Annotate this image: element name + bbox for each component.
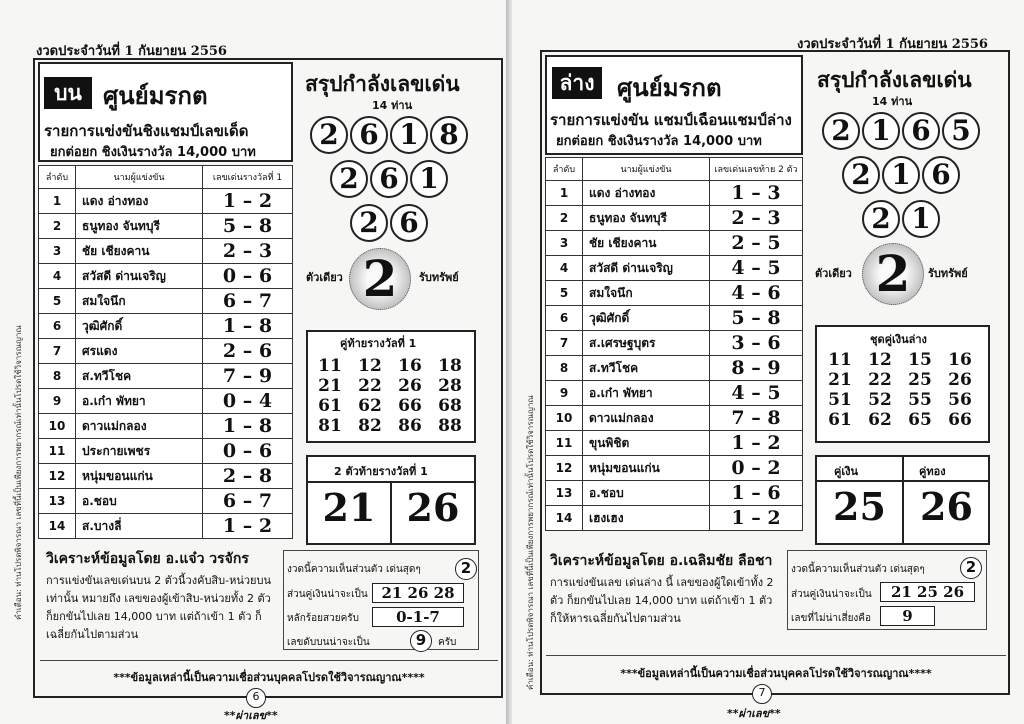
table-row — [546, 431, 803, 456]
pair-number: 56 — [948, 390, 972, 410]
footer-brand: **ผ่าเลข** — [727, 707, 781, 720]
pair-number: 65 — [908, 410, 932, 430]
side-warning-text: คำเตือน: ท่านโปรดพิจารณา เลขที่นี้เป็นเพียงการพยากรณ์เท่านั้นโปรดใช้วิจารณญาณ — [526, 395, 535, 690]
summary-digit-circle: 2 — [822, 112, 860, 150]
name-cell: สวัสดี ด่านเจริญ — [76, 264, 203, 289]
pairs-title: ชุดคู่เงินล่าง — [870, 333, 927, 346]
competition-prize: ยกต่อยก ชิงเงินรางวัล 14,000 บาท — [50, 145, 256, 160]
summary-digit-circle: 1 — [882, 156, 920, 194]
pair-number: 55 — [908, 390, 932, 410]
table-row — [546, 181, 803, 206]
summary-digit-circle: 1 — [862, 112, 900, 150]
pair-number: 61 — [318, 396, 342, 416]
rank-cell: 9 — [546, 381, 583, 406]
summary-digit-circle: 2 — [862, 200, 900, 238]
single-digit: 2 — [349, 248, 411, 310]
competition-title: รายการแข่งขันชิงแชมป์เลขเด็ด — [44, 122, 249, 140]
footer-brand: **ผ่าเลข** — [224, 709, 278, 722]
pair-number: 21 — [318, 376, 342, 396]
analysis-title: วิเคราะห์ข้อมูลโดย อ.เฉลิมชัย ลือชา — [550, 553, 773, 569]
page-number: 6 — [246, 688, 266, 708]
rank-cell: 11 — [39, 439, 76, 464]
pair-number: 68 — [438, 396, 462, 416]
rank-cell: 9 — [39, 389, 76, 414]
opinion-value-3: 9 — [880, 606, 935, 626]
name-cell: ประกายเพชร — [76, 439, 203, 464]
summary-digit-circle: 2 — [842, 156, 880, 194]
pair-number: 11 — [318, 356, 342, 376]
table-row — [546, 406, 803, 431]
col-name: นามผู้แข่งขัน — [583, 158, 710, 181]
table-row — [39, 214, 293, 239]
numbers-cell: 1 – 2 — [203, 189, 293, 214]
table-row — [39, 364, 293, 389]
disclaimer-rule — [40, 660, 498, 661]
rank-cell: 3 — [39, 239, 76, 264]
numbers-cell: 2 – 6 — [203, 339, 293, 364]
pair-number: 82 — [358, 416, 382, 436]
opinion-suffix-4: ครับ — [438, 637, 457, 648]
rank-cell: 13 — [39, 489, 76, 514]
name-cell: ขุนพิชิต — [583, 431, 710, 456]
pair-number: 12 — [358, 356, 382, 376]
grid-row — [820, 370, 980, 390]
summary-digit-circle: 5 — [942, 112, 980, 150]
summary-digit-circle: 6 — [350, 116, 388, 154]
name-cell: อ.เก๋า พัทยา — [76, 389, 203, 414]
single-digit-label: ตัวเดียว — [815, 267, 852, 280]
pair-number: 66 — [398, 396, 422, 416]
pair-number: 22 — [868, 370, 892, 390]
col-numbers: เลขเด่นเลขท้าย 2 ตัว — [710, 158, 803, 181]
rank-cell: 12 — [39, 464, 76, 489]
single-digit-suffix: รับทรัพย์ — [419, 271, 459, 284]
numbers-cell: 1 – 6 — [710, 481, 803, 506]
contestants-table — [545, 157, 803, 531]
name-cell: แดง อ่างทอง — [583, 181, 710, 206]
summary-digit-circle: 1 — [390, 116, 428, 154]
name-cell: สมใจนึก — [76, 289, 203, 314]
table-row — [546, 306, 803, 331]
summary-subtitle: 14 ท่าน — [372, 99, 413, 112]
pair-number: 22 — [358, 376, 382, 396]
table-row — [546, 481, 803, 506]
numbers-cell: 1 – 2 — [710, 431, 803, 456]
numbers-cell: 4 – 6 — [710, 281, 803, 306]
analysis-title: วิเคราะห์ข้อมูลโดย อ.แจ๋ว วรจักร — [46, 551, 249, 567]
name-cell: อ.เก๋า พัทยา — [583, 381, 710, 406]
pair-number: 15 — [908, 350, 932, 370]
single-digit: 2 — [862, 243, 924, 305]
numbers-cell: 0 – 6 — [203, 439, 293, 464]
pair-number: 21 — [828, 370, 852, 390]
contestants-table — [38, 165, 293, 539]
numbers-cell: 3 – 6 — [710, 331, 803, 356]
name-cell: สมใจนึก — [583, 281, 710, 306]
pair-number: 16 — [398, 356, 422, 376]
two-digit-title: 2 ตัวท้ายรางวัลที่ 1 — [334, 465, 428, 478]
rank-cell: 10 — [39, 414, 76, 439]
name-cell: ส.บางลี่ — [76, 514, 203, 539]
numbers-cell: 2 – 3 — [203, 239, 293, 264]
disclaimer: ***ข้อมูลเหล่านี้เป็นความเชื่อส่วนบุคคลโปรดใช้วิจารณญาณ**** — [620, 667, 932, 680]
numbers-cell: 8 – 9 — [710, 356, 803, 381]
summary-digit-circle: 6 — [370, 160, 408, 198]
numbers-cell: 0 – 2 — [710, 456, 803, 481]
rank-cell: 12 — [546, 456, 583, 481]
pair-number: 26 — [398, 376, 422, 396]
summary-title: สรุปกำลังเลขเด่น — [817, 68, 972, 92]
rank-cell: 3 — [546, 231, 583, 256]
rank-cell: 1 — [546, 181, 583, 206]
rank-cell: 14 — [39, 514, 76, 539]
summary-digit-circle: 2 — [350, 204, 388, 242]
opinion-value-1: 2 — [455, 558, 477, 580]
grid-row — [820, 410, 980, 430]
pair-number: 26 — [948, 370, 972, 390]
numbers-cell: 5 – 8 — [203, 214, 293, 239]
position-badge: ล่าง — [552, 67, 602, 99]
rank-cell: 10 — [546, 406, 583, 431]
pairs-grid — [820, 350, 980, 430]
rank-cell: 4 — [39, 264, 76, 289]
name-cell: ศรแดง — [76, 339, 203, 364]
center-name: ศูนย์มรกต — [103, 82, 208, 110]
table-row — [546, 206, 803, 231]
numbers-cell: 2 – 8 — [203, 464, 293, 489]
position-badge: บน — [44, 77, 92, 109]
rank-cell: 13 — [546, 481, 583, 506]
numbers-cell: 0 – 6 — [203, 264, 293, 289]
name-cell: ธนูทอง จันทบุรี — [76, 214, 203, 239]
pair-number: 61 — [828, 410, 852, 430]
rank-cell: 4 — [546, 256, 583, 281]
table-row — [546, 231, 803, 256]
summary-digit-circle: 1 — [410, 160, 448, 198]
pair-number: 62 — [868, 410, 892, 430]
rank-cell: 7 — [39, 339, 76, 364]
table-row — [39, 414, 293, 439]
pair-number: 66 — [948, 410, 972, 430]
summary-digit-circle: 6 — [902, 112, 940, 150]
table-row — [39, 439, 293, 464]
table-row — [39, 514, 293, 539]
numbers-cell: 2 – 3 — [710, 206, 803, 231]
opinion-value-1: 2 — [960, 557, 982, 579]
rank-cell: 6 — [39, 314, 76, 339]
opinion-label-4: เลขดับบนน่าจะเป็น — [287, 637, 370, 648]
table-row — [546, 381, 803, 406]
name-cell: ชัย เชียงคาน — [583, 231, 710, 256]
numbers-cell: 1 – 8 — [203, 314, 293, 339]
rank-cell: 14 — [546, 506, 583, 531]
grid-row — [820, 390, 980, 410]
single-digit-suffix: รับทรัพย์ — [928, 267, 968, 280]
side-warning-text: คำเตือน: ท่านโปรดพิจารณา เลขที่นี้เป็นเพียงการพยากรณ์เท่านั้นโปรดใช้วิจารณญาณ — [14, 325, 23, 620]
grid-row — [310, 416, 470, 436]
money-pair-value: 25 — [833, 484, 886, 529]
table-row — [39, 264, 293, 289]
pair-number: 12 — [868, 350, 892, 370]
rank-cell: 6 — [546, 306, 583, 331]
numbers-cell: 7 – 8 — [710, 406, 803, 431]
numbers-cell: 1 – 8 — [203, 414, 293, 439]
name-cell: สวัสดี ด่านเจริญ — [583, 256, 710, 281]
disclaimer-rule — [546, 655, 1006, 656]
grid-row — [310, 356, 470, 376]
opinion-label-1: งวดนี้ความเห็นส่วนตัว เด่นสุดๆ — [287, 564, 421, 575]
name-cell: ธนูทอง จันทบุรี — [583, 206, 710, 231]
table-row — [39, 314, 293, 339]
rank-cell: 1 — [39, 189, 76, 214]
analysis-body: การแข่งขันเลขเด่นบน 2 ตัวนี้วงคับสิบ-หน่วยบนเท่านั้น หมายถึง เลขของผู้เข้าสิบ-หน่วยทั้ง 2 ตัว ก็ยกขันไปเลย 14,000 บาท แต่ถ้าเข้า 1 ตัว ก็เฉลี่ยกันไปตามส่วน — [46, 574, 271, 641]
two-digit-a: 21 — [322, 485, 376, 530]
table-row — [546, 456, 803, 481]
pair-number: 18 — [438, 356, 462, 376]
competition-prize: ยกต่อยก ชิงเงินรางวัล 14,000 บาท — [556, 134, 762, 149]
draw-date: งวดประจำวันที่ 1 กันยายน 2556 — [36, 44, 227, 59]
numbers-cell: 5 – 8 — [710, 306, 803, 331]
rank-cell: 8 — [39, 364, 76, 389]
numbers-cell: 2 – 5 — [710, 231, 803, 256]
table-row — [39, 464, 293, 489]
center-name: ศูนย์มรกต — [617, 74, 722, 102]
rank-cell: 11 — [546, 431, 583, 456]
name-cell: ดาวแม่กลอง — [583, 406, 710, 431]
pair-number: 25 — [908, 370, 932, 390]
rank-cell: 2 — [39, 214, 76, 239]
grid-row — [310, 376, 470, 396]
gold-pair-label: คู่ทอง — [919, 465, 946, 478]
name-cell: วุฒิศักดิ์ — [583, 306, 710, 331]
two-digit-b: 26 — [406, 485, 460, 530]
summary-digit-circle: 8 — [430, 116, 468, 154]
name-cell: ส.ทวีโชค — [76, 364, 203, 389]
right-page — [512, 0, 1024, 724]
numbers-cell: 1 – 2 — [710, 506, 803, 531]
table-row — [39, 489, 293, 514]
grid-row — [820, 350, 980, 370]
numbers-cell: 4 – 5 — [710, 381, 803, 406]
summary-digit-circle: 2 — [310, 116, 348, 154]
analysis-body: การแข่งขันเลข เด่นล่าง นี้ เลขของผู้ใดเข้าทั้ง 2 ตัว ก็ยกขันไปเลย 14,000 บาท แต่ถ้าเข้า 1 ตัว ก็ให้หารเฉลี่ยกันไปตามส่วน — [550, 576, 774, 625]
opinion-label-2: ส่วนคู่เงินน่าจะเป็น — [791, 589, 872, 600]
single-digit-label: ตัวเดียว — [306, 271, 343, 284]
rank-cell: 5 — [39, 289, 76, 314]
name-cell: ดาวแม่กลอง — [76, 414, 203, 439]
summary-digit-circle: 1 — [902, 200, 940, 238]
opinion-label-1: งวดนี้ความเห็นส่วนตัว เด่นสุดๆ — [791, 564, 925, 575]
name-cell: เฮงเฮง — [583, 506, 710, 531]
numbers-cell: 1 – 2 — [203, 514, 293, 539]
table-row — [39, 389, 293, 414]
table-row — [546, 506, 803, 531]
numbers-cell: 4 – 5 — [710, 256, 803, 281]
opinion-label-3: หลักร้อยสวยครับ — [287, 613, 359, 624]
table-row — [546, 256, 803, 281]
summary-title: สรุปกำลังเลขเด่น — [305, 72, 460, 96]
pair-number: 86 — [398, 416, 422, 436]
pair-number: 16 — [948, 350, 972, 370]
name-cell: หนุ่มขอนแก่น — [583, 456, 710, 481]
gold-pair-value: 26 — [920, 484, 973, 529]
opinion-value-3: 0-1-7 — [372, 607, 464, 627]
opinion-label-2: ส่วนคู่เงินน่าจะเป็น — [287, 589, 368, 600]
competition-title: รายการแข่งขัน แชมป์เฉือนแชมป์ล่าง — [550, 111, 792, 129]
name-cell: ส.เศรษฐบุตร — [583, 331, 710, 356]
pairs-grid — [310, 356, 470, 436]
opinion-label-3: เลขที่ไม่น่าเสี่ยงคือ — [791, 613, 872, 624]
table-row — [39, 339, 293, 364]
rank-cell: 5 — [546, 281, 583, 306]
name-cell: วุฒิศักดิ์ — [76, 314, 203, 339]
money-pair-label: คู่เงิน — [834, 465, 859, 478]
numbers-cell: 7 – 9 — [203, 364, 293, 389]
table-row — [546, 331, 803, 356]
col-name: นามผู้แข่งขัน — [76, 166, 203, 189]
name-cell: อ.ชอบ — [583, 481, 710, 506]
summary-subtitle: 14 ท่าน — [872, 95, 913, 108]
name-cell: ส.ทวีโชค — [583, 356, 710, 381]
table-row — [546, 356, 803, 381]
col-rank: ลำดับ — [39, 166, 76, 189]
name-cell: หนุ่มขอนแก่น — [76, 464, 203, 489]
pair-number: 88 — [438, 416, 462, 436]
name-cell: ชัย เชียงคาน — [76, 239, 203, 264]
pair-number: 81 — [318, 416, 342, 436]
table-row — [546, 281, 803, 306]
table-row — [39, 239, 293, 264]
numbers-cell: 1 – 3 — [710, 181, 803, 206]
name-cell: อ.ชอบ — [76, 489, 203, 514]
opinion-value-4: 9 — [410, 630, 432, 652]
page-number: 7 — [752, 684, 772, 704]
pairs-title: คู่ท้ายรางวัลที่ 1 — [340, 337, 417, 350]
pair-number: 28 — [438, 376, 462, 396]
opinion-value-2: 21 26 28 — [372, 583, 464, 603]
draw-date: งวดประจำวันที่ 1 กันยายน 2556 — [797, 37, 988, 52]
disclaimer: ***ข้อมูลเหล่านี้เป็นความเชื่อส่วนบุคคลโปรดใช้วิจารณญาณ**** — [113, 671, 425, 684]
opinion-value-2: 21 25 26 — [880, 582, 975, 602]
table-row — [39, 289, 293, 314]
summary-digit-circle: 6 — [390, 204, 428, 242]
left-page — [0, 0, 506, 724]
summary-digit-circle: 6 — [922, 156, 960, 194]
rank-cell: 7 — [546, 331, 583, 356]
pair-number: 11 — [828, 350, 852, 370]
name-cell: แดง อ่างทอง — [76, 189, 203, 214]
col-numbers: เลขเด่นรางวัลที่ 1 — [203, 166, 293, 189]
col-rank: ลำดับ — [546, 158, 583, 181]
numbers-cell: 6 – 7 — [203, 489, 293, 514]
pair-number: 52 — [868, 390, 892, 410]
grid-row — [310, 396, 470, 416]
numbers-cell: 6 – 7 — [203, 289, 293, 314]
numbers-cell: 0 – 4 — [203, 389, 293, 414]
rank-cell: 8 — [546, 356, 583, 381]
rank-cell: 2 — [546, 206, 583, 231]
pair-number: 51 — [828, 390, 852, 410]
pair-number: 62 — [358, 396, 382, 416]
table-row — [39, 189, 293, 214]
summary-digit-circle: 2 — [330, 160, 368, 198]
